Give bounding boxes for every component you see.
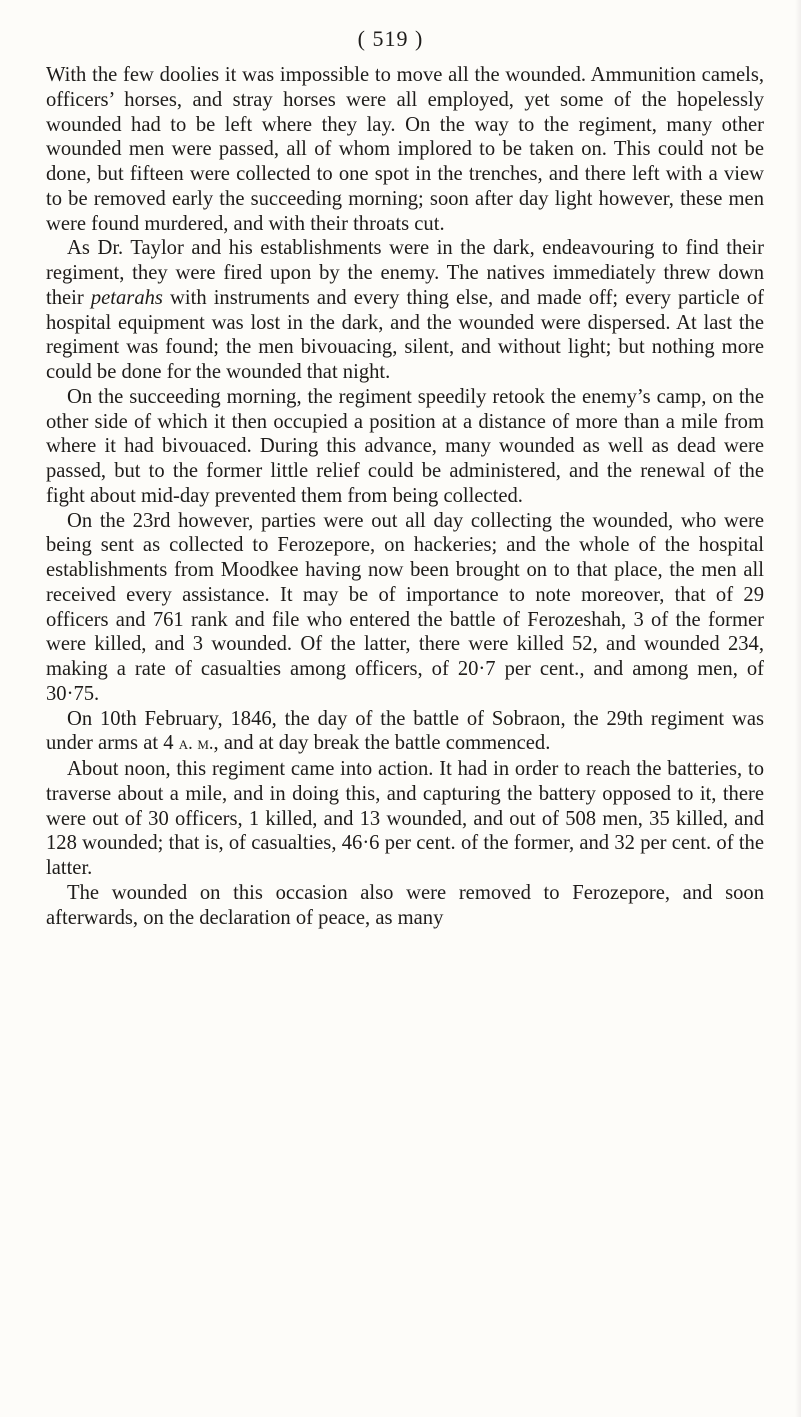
text-run: with instruments and every thing else, and made off; every particle of hospital equipment was lost in the dark, and the wounded were dispersed. At last the regiment was found; the men bivouacing, silent, and without light; but nothing more could be done for the wounded that night.	[46, 286, 765, 383]
text-run: With the few doolies it was impossible to move all the wounded. Ammunition camels, officers’ horses, and stray horses were all employed, yet some of the hopelessly wounded had to be left where they lay. On the way to the regiment, many other wounded men were passed, all of whom implored to be taken on. This could not be done, but fifteen were collected to one spot in the trenches, and there left with a view to be removed early the succeeding morning; soon after day light however, these men were found murdered, and with their throats cut.	[46, 64, 764, 235]
italic-term: petarahs	[90, 286, 163, 309]
page-edge-shadow	[795, 0, 801, 1417]
text-run: On the 23rd however, parties were out all day collecting the wounded, who were being sent as collected to Ferozepore, on hackeries; and the whole of the hospital establishments from Moodkee having now been brought on to that place, the men all received every assistance. It may be of importance to note moreover, that of 29 officers and 761 rank and file who entered the battle of Ferozeshah, 3 of the former were killed, and 3 wounded. Of the latter, there were killed 52, and wounded 234, making a rate of casualties among officers, of 20·7 per cent., and among men, of 30·75.	[46, 509, 764, 705]
paragraph-3	[46, 385, 764, 509]
text-run: On 10th February, 1846, the day of the battle of Sobraon, the 29th regiment was under arms at 4	[46, 707, 764, 755]
paragraph-7	[46, 881, 764, 931]
paragraph-1	[46, 63, 764, 236]
paragraph-6	[46, 757, 764, 881]
text-run: The wounded on this occasion also were removed to Ferozepore, and soon afterwards, on the declaration of peace, as many	[46, 881, 764, 929]
text-run: , and at day break the battle commenced.	[213, 732, 551, 755]
text-run: About noon, this regiment came into action. It had in order to reach the batteries, to traverse about a mile, and in doing this, and capturing the battery opposed to it, there were out of 30 officers, 1 killed, and 13 wounded, and out of 508 men, 35 killed, and 128 wounded; that is, of casualties, 46·6 per cent. of the former, and 32 per cent. of the latter.	[46, 758, 764, 879]
paragraph-2	[46, 236, 764, 385]
paragraph-5	[46, 707, 764, 758]
small-caps-text: a. m.	[178, 733, 214, 755]
body-text	[46, 63, 764, 930]
text-run: As Dr. Taylor and his establishments were in the dark, endeavouring to find their regiment, they were fired upon by the enemy. The natives immediately threw down their	[46, 237, 764, 309]
paragraph-4	[46, 509, 764, 707]
text-run: On the succeeding morning, the regiment speedily retook the enemy’s camp, on the other side of which it then occupied a position at a distance of more than a mile from where it had bivouaced. During this advance, many wounded as well as dead were passed, but to the former little relief could be administered, and the renewal of the fight about mid-day prevented them from being collected.	[46, 385, 764, 507]
page-number: ( 519 )	[357, 26, 424, 51]
